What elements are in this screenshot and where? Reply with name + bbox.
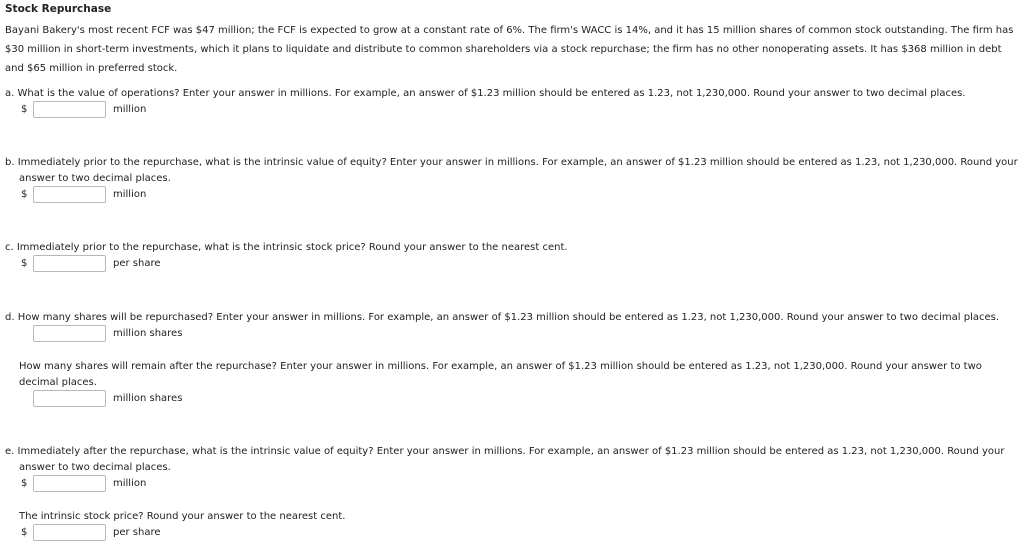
answer-d2-input[interactable] (33, 390, 106, 407)
problem-statement: Bayani Bakery's most recent FCF was $47 million; the FCF is expected to grow at a constant rate of 6%. The firm's WACC is 14%, and it has 15 million shares of common stock outstanding. The firm has $30 million in short-term investments, which it plans to liquidate and distribute to common shareholders via a stock repurchase; the firm has no other nonoperating assets. It has $368 million in debt and $65 million in preferred stock. (5, 25, 1014, 74)
answer-d2-unit: million shares (113, 393, 183, 404)
answer-b-input[interactable] (33, 186, 106, 203)
currency-symbol: $ (21, 258, 28, 269)
answer-d1-input[interactable] (33, 325, 106, 342)
answer-d1-unit: million shares (113, 328, 183, 339)
question-b-text (5, 155, 1019, 187)
answer-e1-unit: million (113, 478, 147, 489)
question-d2-text: How many shares will remain after the repurchase? Enter your answer in millions. For example, an answer of $1.23 million should be entered as 1.23, not 1,230,000. Round your answer to two decimal places. (19, 361, 982, 388)
question-d1-text: d. How many shares will be repurchased? Enter your answer in millions. For example, an answer of $1.23 million should be entered as 1.23, not 1,230,000. Round your answer to two decimal places. (5, 312, 1000, 323)
question-e1-label: e. Immediately after the repurchase, what is the intrinsic value of equity? Enter your answer in millions. For example, an answer of $1.23 million should be entered as 1.23, not 1,230,000. Round your answer to two decimal places. (5, 446, 1005, 473)
answer-e1-input[interactable] (33, 475, 106, 492)
question-c-text: c. Immediately prior to the repurchase, what is the intrinsic stock price? Round your answer to the nearest cent. (5, 242, 568, 253)
question-b-label: b. Immediately prior to the repurchase, what is the intrinsic value of equity? Enter your answer in millions. For example, an answer of $1.23 million should be entered as 1.23, not 1,230,000. Round your answer to two decimal places. (5, 157, 1018, 184)
page-title: Stock Repurchase (5, 3, 112, 15)
answer-c-input[interactable] (33, 255, 106, 272)
currency-symbol: $ (21, 189, 28, 200)
currency-symbol: $ (21, 104, 28, 115)
answer-a-unit: million (113, 104, 147, 115)
answer-c-unit: per share (113, 258, 161, 269)
question-a-text: a. What is the value of operations? Enter your answer in millions. For example, an answer of $1.23 million should be entered as 1.23, not 1,230,000. Round your answer to two decimal places. (5, 88, 966, 99)
currency-symbol: $ (21, 478, 28, 489)
answer-b-unit: million (113, 189, 147, 200)
question-e2-text: The intrinsic stock price? Round your answer to the nearest cent. (19, 511, 346, 522)
question-e1-text (5, 444, 1009, 476)
answer-e2-unit: per share (113, 527, 161, 538)
answer-e2-input[interactable] (33, 524, 106, 541)
currency-symbol: $ (21, 527, 28, 538)
answer-a-input[interactable] (33, 101, 106, 118)
